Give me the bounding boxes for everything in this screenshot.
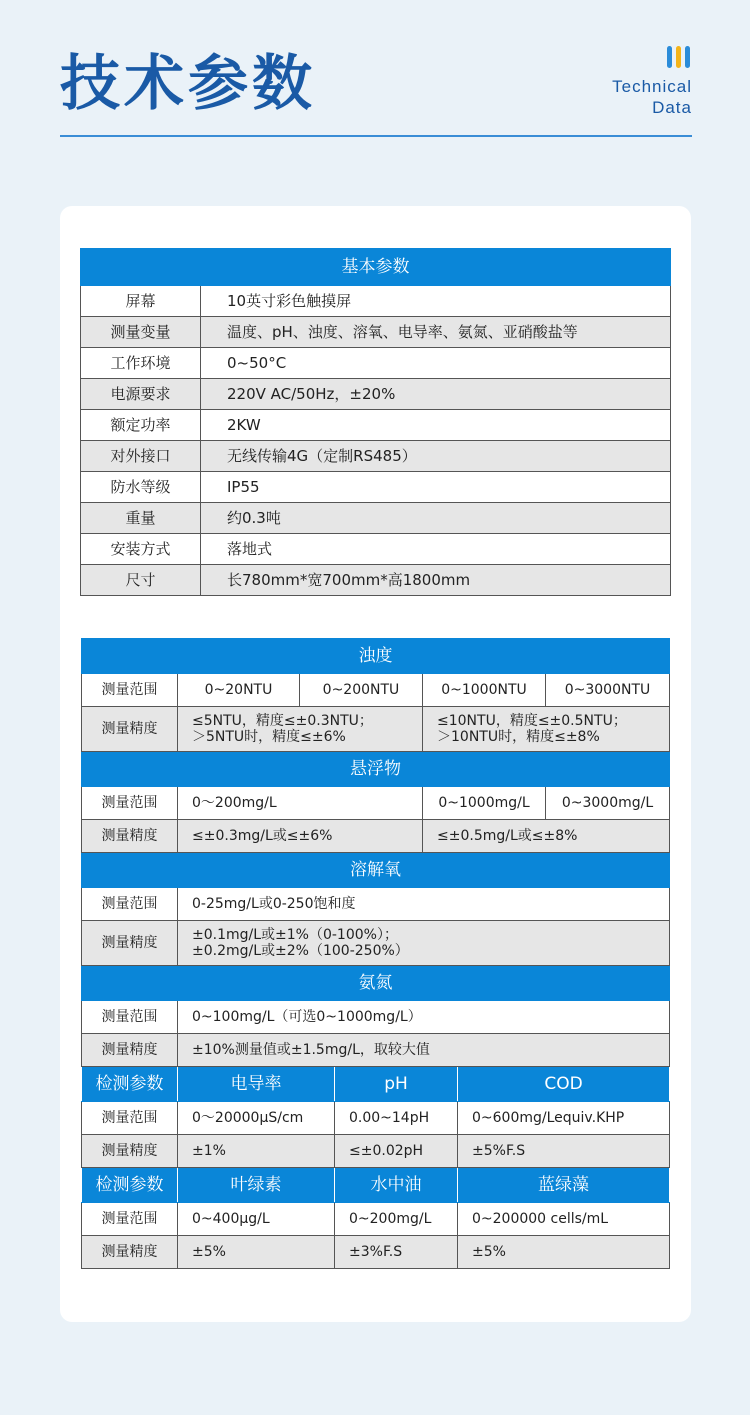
basic-param-value: 0~50°C	[201, 348, 671, 379]
conductivity-range: 0～20000μS/cm	[178, 1102, 335, 1135]
basic-param-value: 温度、pH、浊度、溶氧、电导率、氨氮、亚硝酸盐等	[201, 317, 671, 348]
turbidity-range-2: 0~200NTU	[300, 674, 423, 707]
cod-col-header: COD	[458, 1067, 670, 1102]
suspended-title: 悬浮物	[82, 752, 670, 787]
basic-param-name: 重量	[81, 503, 201, 534]
range-label: 测量范围	[82, 888, 178, 921]
conductivity-col-header: 电导率	[178, 1067, 335, 1102]
conductivity-accuracy: ±1%	[178, 1135, 335, 1168]
bars-logo-icon	[667, 46, 693, 68]
do-accuracy	[178, 921, 670, 966]
basic-param-name: 电源要求	[81, 379, 201, 410]
oil-in-water-range: 0~200mg/L	[335, 1203, 458, 1236]
basic-param-name: 测量变量	[81, 317, 201, 348]
spec-card	[60, 206, 691, 1322]
blue-green-algae-range: 0~200000 cells/mL	[458, 1203, 670, 1236]
chlorophyll-range: 0~400μg/L	[178, 1203, 335, 1236]
basic-params-row	[81, 317, 671, 348]
basic-params-row	[81, 348, 671, 379]
subtitle-line-2: Data	[652, 98, 692, 117]
accuracy-label: 测量精度	[82, 820, 178, 853]
detect-params-label: 检测参数	[82, 1067, 178, 1102]
oil-in-water-accuracy: ±3%F.S	[335, 1236, 458, 1269]
accuracy-label: 测量精度	[82, 921, 178, 966]
accuracy-label: 测量精度	[82, 1236, 178, 1269]
turbidity-range-3: 0~1000NTU	[423, 674, 546, 707]
ammonia-accuracy: ±10%测量值或±1.5mg/L，取较大值	[178, 1034, 670, 1067]
basic-param-name: 额定功率	[81, 410, 201, 441]
basic-param-value: 长780mm*宽700mm*高1800mm	[201, 565, 671, 596]
ammonia-title: 氨氮	[82, 966, 670, 1001]
range-label: 测量范围	[82, 1001, 178, 1034]
sensor-params-table	[81, 638, 670, 1269]
basic-params-row	[81, 503, 671, 534]
range-label: 测量范围	[82, 674, 178, 707]
basic-param-value: 落地式	[201, 534, 671, 565]
ph-range: 0.00~14pH	[335, 1102, 458, 1135]
chlorophyll-accuracy: ±5%	[178, 1236, 335, 1269]
page-title: 技术参数	[60, 49, 316, 119]
range-label: 测量范围	[82, 1203, 178, 1236]
cod-accuracy: ±5%F.S	[458, 1135, 670, 1168]
turbidity-accuracy-1-line-2: ＞5NTU时，精度≤±6%	[192, 729, 346, 745]
do-title: 溶解氧	[82, 853, 670, 888]
ph-col-header: pH	[335, 1067, 458, 1102]
header-divider	[60, 135, 692, 137]
basic-param-name: 屏幕	[81, 286, 201, 317]
basic-param-name: 安装方式	[81, 534, 201, 565]
basic-params-table	[80, 248, 671, 596]
turbidity-accuracy-2-line-2: ＞10NTU时，精度≤±8%	[437, 729, 600, 745]
basic-params-row	[81, 534, 671, 565]
blue-green-algae-accuracy: ±5%	[458, 1236, 670, 1269]
accuracy-label: 测量精度	[82, 707, 178, 752]
suspended-range-2: 0~1000mg/L	[423, 787, 546, 820]
accuracy-label: 测量精度	[82, 1034, 178, 1067]
turbidity-range-1: 0~20NTU	[178, 674, 300, 707]
basic-params-row	[81, 472, 671, 503]
basic-params-row	[81, 441, 671, 472]
do-range: 0-25mg/L或0-250饱和度	[178, 888, 670, 921]
ph-accuracy: ≤±0.02pH	[335, 1135, 458, 1168]
range-label: 测量范围	[82, 1102, 178, 1135]
turbidity-accuracy-1-line-1: ≤5NTU，精度≤±0.3NTU；	[192, 713, 373, 729]
basic-params-title: 基本参数	[81, 249, 671, 286]
basic-param-value: IP55	[201, 472, 671, 503]
do-accuracy-line-1: ±0.1mg/L或±1%（0-100%）；	[192, 927, 398, 943]
cod-range: 0~600mg/Lequiv.KHP	[458, 1102, 670, 1135]
basic-param-name: 工作环境	[81, 348, 201, 379]
suspended-accuracy-1: ≤±0.3mg/L或≤±6%	[178, 820, 423, 853]
chlorophyll-col-header: 叶绿素	[178, 1168, 335, 1203]
turbidity-accuracy-2-line-1: ≤10NTU，精度≤±0.5NTU；	[437, 713, 627, 729]
do-accuracy-line-2: ±0.2mg/L或±2%（100-250%）	[192, 943, 409, 959]
blue-green-algae-col-header: 蓝绿藻	[458, 1168, 670, 1203]
basic-params-row	[81, 565, 671, 596]
subtitle-line-1: Technical	[612, 77, 692, 96]
suspended-range-1: 0～200mg/L	[178, 787, 423, 820]
basic-params-row	[81, 286, 671, 317]
basic-param-name: 尺寸	[81, 565, 201, 596]
turbidity-accuracy-1	[178, 707, 423, 752]
range-label: 测量范围	[82, 787, 178, 820]
turbidity-accuracy-2	[423, 707, 670, 752]
ammonia-range: 0~100mg/L（可选0~1000mg/L）	[178, 1001, 670, 1034]
detect-params-label: 检测参数	[82, 1168, 178, 1203]
basic-param-value: 约0.3吨	[201, 503, 671, 534]
basic-param-name: 对外接口	[81, 441, 201, 472]
basic-param-value: 2KW	[201, 410, 671, 441]
suspended-range-3: 0~3000mg/L	[546, 787, 670, 820]
basic-param-value: 10英寸彩色触摸屏	[201, 286, 671, 317]
accuracy-label: 测量精度	[82, 1135, 178, 1168]
basic-param-value: 无线传输4G（定制RS485）	[201, 441, 671, 472]
suspended-accuracy-2: ≤±0.5mg/L或≤±8%	[423, 820, 670, 853]
oil-in-water-col-header: 水中油	[335, 1168, 458, 1203]
basic-param-value: 220V AC/50Hz，±20%	[201, 379, 671, 410]
basic-params-row	[81, 379, 671, 410]
basic-params-row	[81, 410, 671, 441]
turbidity-range-4: 0~3000NTU	[546, 674, 670, 707]
basic-param-name: 防水等级	[81, 472, 201, 503]
page-subtitle	[612, 76, 692, 118]
turbidity-title: 浊度	[82, 639, 670, 674]
